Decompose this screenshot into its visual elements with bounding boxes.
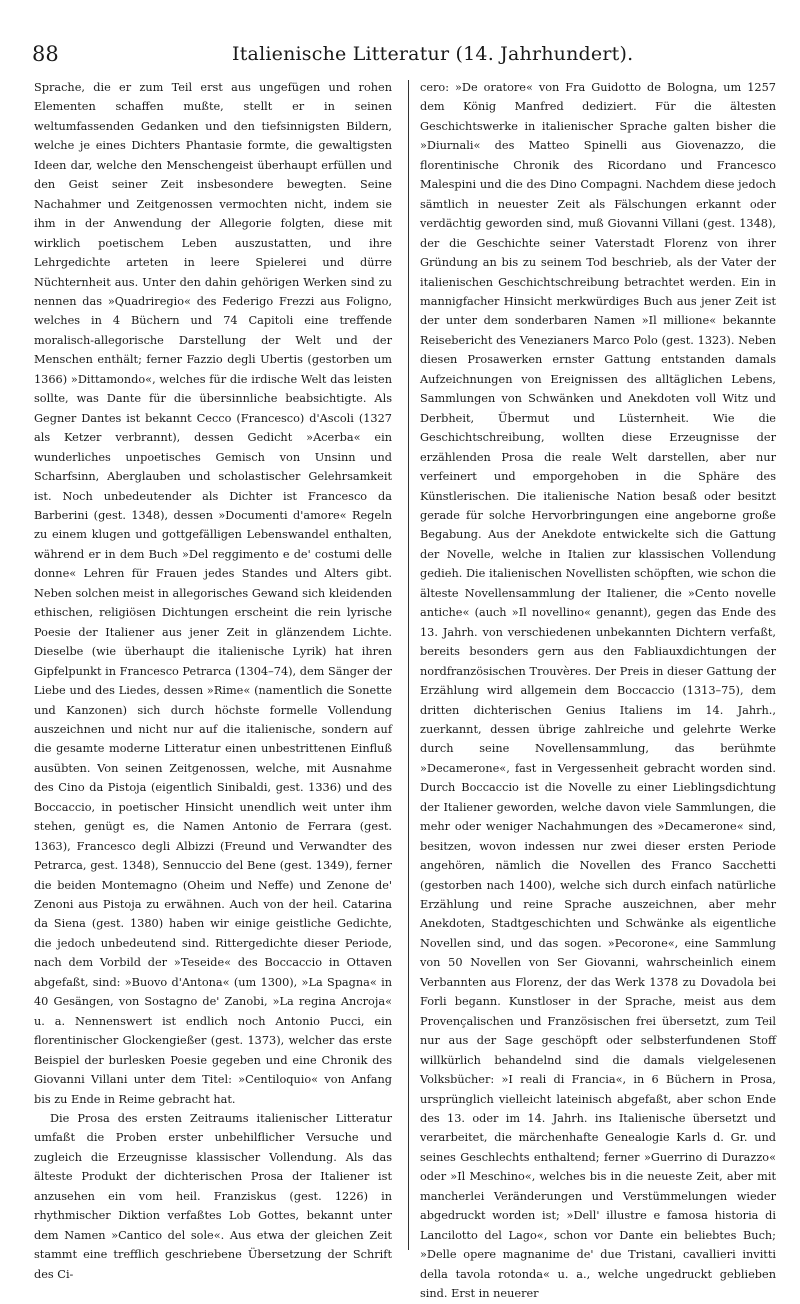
right-paragraph-1: cero: »De oratore« von Fra Guidotto de Bologna, um 1257 dem König Manfred dediziert. Für die ältesten Geschichtswerke in italienischer Sprache galten bisher die »Diurnali« des Matteo Spinelli aus Giovenazzo, die florentinische Chronik des Ricordano und Francesco Malespini und die des Dino Compagni. Nachdem diese jedoch sämtlich in neuester Zeit als Fälschungen erkannt oder verdächtig geworden sind, muß Giovanni Villani (gest. 1348), der die Geschichte seiner Vaterstadt Florenz von ihrer Gründung an bis zu seinem Tod beschrieb, als der Vater der italienischen Geschichtschreibung betrachtet werden. Ein in mannigfacher Hinsicht merkwürdiges Buch aus jener Zeit ist der unter dem sonderbaren Namen »Il millione« bekannte Reisebericht des Venezianers Marco Polo (gest. 1323). Neben diesen Prosawerken ernster Gattung entstanden damals Aufzeichnungen von Ereignissen des alltäglichen Lebens, Sammlungen von Schwänken und Anekdoten voll Witz und Derbheit, Übermut und Lüsternheit. Wie die Geschichtschreibung, wollten diese Erzeugnisse der erzählenden Prosa die reale Welt darstellen, aber nur verfeinert und emporgehoben in die Sphäre des Künstlerischen. Die italienische Nation besaß oder besitzt gerade für solche Hervorbringungen eine angeborne große Begabung. Aus der Anekdote entwickelte sich die Gattung der Novelle, welche in Italien zur klassischen Vollendung gedieh. Die italienischen Novellisten schöpften, wie schon die älteste Novellensammlung der Italiener, die »Cento novelle antiche« (auch »Il novellino« genannt), gegen das Ende des 13. Jahrh. von verschiedenen unbekannten Dichtern verfaßt, bereits besonders gern aus den Fabliauxdichtungen der nordfranzösischen Trouvères. Der Preis in dieser Gattung der Erzählung wird allgemein dem Boccaccio (1313–75), dem dritten dichterischen Genius Italiens im 14. Jahrh., zuerkannt, dessen übrige zahlreiche und gelehrte Werke durch seine Novellensammlung, das berühmte »Decamerone«, fast in Vergessenheit gebracht worden sind. Durch Boccaccio ist die Novelle zu einer Lieblingsdichtung der Italiener geworden, welche davon viele Sammlungen, die mehr oder weniger Nachahmungen des »Decamerone« sind, besitzen, wovon indessen nur zwei dieser ersten Periode angehören, nämlich die Novellen des Franco Sacchetti (gestorben nach 1400), welche sich durch einfach natürliche Erzählung und reine Sprache auszeichnen, aber mehr Anekdoten, Stadtgeschichten und Schwänke als eigentliche Novellen sind, und das sogen. »Pecorone«, eine Sammlung von 50 Novellen von Ser Giovanni, wahrscheinlich einem Verbannten aus Florenz, der das Werk 1378 zu Dovadola bei Forli begann. Kunstloser in der Sprache, meist aus dem Provençalischen und Französischen frei übersetzt, zum Teil nur aus der Sage geschöpft oder selbsterfundenen Stoff willkürlich behandelnd sind die damals vielgelesenen Volksbücher: »I reali di Francia«, in 6 Büchern in Prosa, ursprünglich vielleicht lateinisch abgefaßt, aber schon Ende des 13. oder im 14. Jahrh. ins Italienische übersetzt und verarbeitet, die märchenhafte Genealogie Karls d. Gr. und seines Geschlechts enthaltend; ferner »Guerrino di Durazzo« oder »Il Meschino«, welches bis in die neueste Zeit, aber mit mancherlei Veränderungen und Verstümmelungen wieder abgedruckt worden ist; »Dell' illustre e famosa historia di Lancilotto del Lago«, schon vor Dante ein beliebtes Buch; »Delle opere magnanime de' due Tristani, cavallieri invitti della tavola rotonda« u. a., welche ungedruckt geblieben sind. Erst in neuerer [420,81,776,1301]
right-column [420,78,776,1304]
column-divider [408,80,409,1250]
left-paragraph-1: Sprache, die er zum Teil erst aus ungefügen und rohen Elementen schaffen mußte, stellt er in seinen weltumfassenden Gedanken und den tiefsinnigsten Bildern, welche je eines Dichters Phantasie formte, die gewaltigsten Ideen dar, welche den Menschengeist überhaupt erfüllen und den Geist seiner Zeit insbesondere bewegten. Seine Nachahmer und Zeitgenossen vermochten nicht, indem sie ihm in der Anwendung der Allegorie folgten, diese mit wirklich poetischem Leben auszustatten, und ihre Lehrgedichte arteten in leere Spielerei und dürre Nüchternheit aus. Unter den dahin gehörigen Werken sind zu nennen das »Quadriregio« des Federigo Frezzi aus Foligno, welches in 4 Büchern und 74 Capitoli eine treffende moralisch-allegorische Darstellung der Welt und der Menschen enthält; ferner Fazzio degli Ubertis (gestorben um 1366) »Dittamondo«, welches für die irdische Welt das leisten sollte, was Dante für die übersinnliche beabsichtigte. Als Gegner Dantes ist bekannt Cecco (Francesco) d'Ascoli (1327 als Ketzer verbrannt), dessen Gedicht »Acerba« ein wunderliches unpoetisches Gemisch von Unsinn und Scharfsinn, Aberglauben und scholastischer Gelehrsamkeit ist. Noch unbedeutender als Dichter ist Francesco da Barberini (gest. 1348), dessen »Documenti d'amore« Regeln zu einem klugen und gottgefälligen Lebenswandel enthalten, während er in dem Buch »Del reggimento e de' costumi delle donne« Lehren für Frauen jedes Standes und Alters gibt. Neben solchen meist in allegorisches Gewand sich kleidenden ethischen, religiösen Dichtungen erscheint die rein lyrische Poesie der Italiener aus jener Zeit in glänzendem Lichte. Dieselbe (wie überhaupt die italienische Lyrik) hat ihren Gipfelpunkt in Francesco Petrarca (1304–74), dem Sänger der Liebe und des Liedes, dessen »Rime« (namentlich die Sonette und Kanzonen) sich durch höchste formelle Vollendung auszeichnen und nicht nur auf die italienische, sondern auf die gesamte moderne Litteratur einen unbestrittenen Einfluß ausübten. Von seinen Zeitgenossen, welche, mit Ausnahme des Cino da Pistoja (eigentlich Sinibaldi, gest. 1336) und des Boccaccio, in poetischer Hinsicht unendlich weit unter ihm stehen, genügt es, die Namen Antonio de Ferrara (gest. 1363), Francesco degli Albizzi (Freund und Verwandter des Petrarca, gest. 1348), Sennuccio del Bene (gest. 1349), ferner die beiden Montemagno (Oheim und Neffe) und Zenone de' Zenoni aus Pistoja zu erwähnen. Auch von der heil. Catarina da Siena (gest. 1380) haben wir einige geistliche Gedichte, die jedoch unbedeutend sind. Rittergedichte dieser Periode, nach dem Vorbild der »Teseide« des Boccaccio in Ottaven abgefaßt, sind: »Buovo d'Antona« (um 1300), »La Spagna« in 40 Gesängen, von Sostagno de' Zanobi, »La regina Ancroja« u. a. Nennenswert ist endlich noch Antonio Pucci, ein florentinischer Glockengießer (gest. 1373), welcher das erste Beispiel der burlesken Poesie gegeben und eine Chronik des Giovanni Villani unter dem Titel: »Centiloquio« von Anfang bis zu Ende in Reime gebracht hat. [34,81,392,1106]
page-header [32,40,770,70]
running-title: Italienische Litteratur (14. Jahrhundert). [232,43,634,65]
left-paragraph-2: Die Prosa des ersten Zeitraums italienischer Litteratur umfaßt die Proben erster unbehilflicher Versuche und zugleich die Erzeugnisse klassischer Vollendung. Als das älteste Produkt der dichterischen Prosa der Italiener ist anzusehen ein vom heil. Franziskus (gest. 1226) in rhythmischer Diktion verfaßtes Lob Gottes, bekannt unter dem Namen »Cantico del sole«. Aus etwa der gleichen Zeit stammt eine trefflich geschriebene Übersetzung der Schrift des Ci- [34,1112,392,1281]
left-column [34,78,392,1284]
page-number: 88 [32,42,59,66]
